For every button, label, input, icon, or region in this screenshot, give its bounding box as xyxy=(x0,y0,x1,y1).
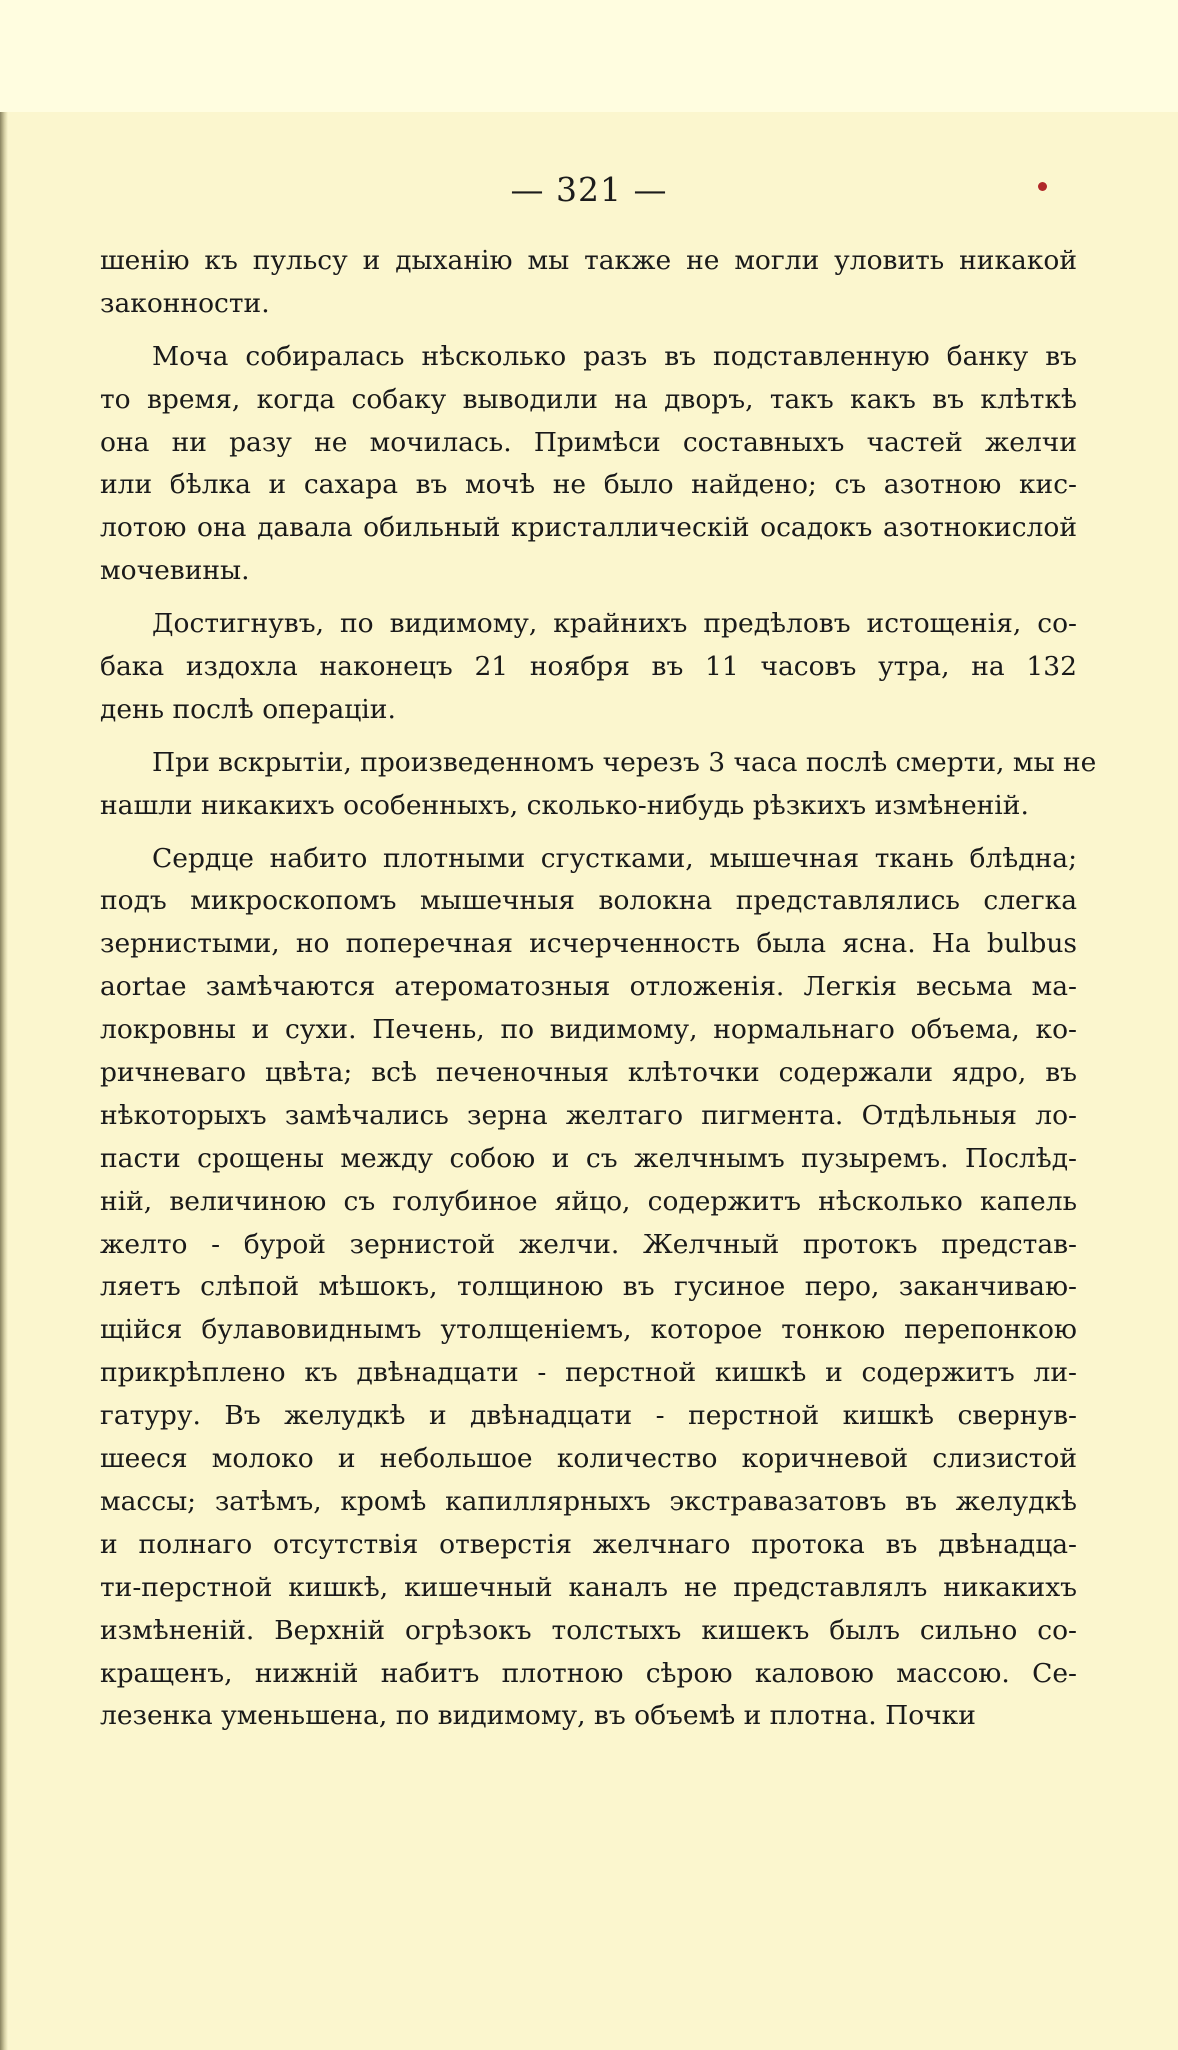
page-number: — 321 — xyxy=(510,170,668,209)
text-line: нашли никакихъ особенныхъ, сколько-нибудь рѣзкихъ измѣненій. xyxy=(100,789,1029,821)
text-line: подъ микроскопомъ мышечныя волокна представлялись слегка xyxy=(100,885,1077,917)
text-line: прикрѣплено къ двѣнадцати - перстной кишкѣ и содержитъ ли- xyxy=(100,1357,1077,1389)
text-line: нѣкоторыхъ замѣчались зерна желтаго пигмента. Отдѣльныя ло- xyxy=(100,1099,1077,1131)
text-line: Сердце набито плотными сгустками, мышечная ткань блѣдна; xyxy=(152,842,1077,874)
text-line: Моча собиралась нѣсколько разъ въ подставленную банку въ xyxy=(152,340,1077,372)
text-line: зернистыми, но поперечная исчерченность была ясна. На bulbus xyxy=(100,928,1077,960)
text-line: она ни разу не мочилась. Примѣси составныхъ частей желчи xyxy=(100,426,1077,458)
paragraph xyxy=(100,838,1077,1739)
text-line: ляетъ слѣпой мѣшокъ, толщиною въ гусиное перо, заканчиваю- xyxy=(100,1271,1077,1303)
text-line: кращенъ, нижній набитъ плотною сѣрою каловою массою. Се- xyxy=(100,1657,1077,1689)
text-line: лезенка уменьшена, по видимому, въ объемѣ и плотна. Почки xyxy=(100,1700,976,1732)
text-line: При вскрытіи, произведенномъ черезъ 3 часа послѣ смерти, мы не xyxy=(152,746,1097,778)
paragraph xyxy=(100,742,1097,828)
text-line: бака издохла наконецъ 21 ноября въ 11 часовъ утра, на 132 xyxy=(100,651,1077,683)
text-line: или бѣлка и сахара въ мочѣ не было найдено; съ азотною кис- xyxy=(100,469,1077,501)
text-line: лотою она давала обильный кристаллическій осадокъ азотнокислой xyxy=(100,512,1077,544)
paragraph xyxy=(100,240,1077,326)
text-line: ти-перстной кишкѣ, кишечный каналъ не представлялъ никакихъ xyxy=(100,1571,1077,1603)
text-line: желто - бурой зернистой желчи. Желчный протокъ представ- xyxy=(100,1228,1077,1260)
text-line: законности. xyxy=(100,287,270,319)
text-line: мочевины. xyxy=(100,555,250,587)
text-line: шенію къ пульсу и дыханію мы также не могли уловить никакой xyxy=(100,245,1077,276)
text-line: и полнаго отсутствія отверстія желчнаго протока въ двѣнадца- xyxy=(100,1528,1077,1560)
text-line: локровны и сухи. Печень, по видимому, нормальнаго объема, ко- xyxy=(100,1014,1077,1046)
text-line: шееся молоко и небольшое количество коричневой слизистой xyxy=(100,1443,1077,1475)
text-line: массы; затѣмъ, кромѣ капиллярныхъ экстравазатовъ въ желудкѣ xyxy=(100,1485,1077,1517)
text-line: ній, величиною съ голубиное яйцо, содержитъ нѣсколько капель xyxy=(100,1185,1077,1217)
paragraph xyxy=(100,603,1077,732)
text-line: гатуру. Въ желудкѣ и двѣнадцати - перстной кишкѣ свернув- xyxy=(100,1400,1077,1432)
text-line: день послѣ операціи. xyxy=(100,693,396,725)
page-binding-shadow xyxy=(0,112,8,2050)
text-line: Достигнувъ, по видимому, крайнихъ предѣловъ истощенія, со- xyxy=(152,608,1077,640)
scan-top-margin xyxy=(0,0,1178,112)
paragraph xyxy=(100,336,1077,593)
text-line: щійся булавовиднымъ утолщеніемъ, которое тонкою перепонкою xyxy=(100,1314,1077,1346)
text-line: ричневаго цвѣта; всѣ печеночныя клѣточки содержали ядро, въ xyxy=(100,1057,1077,1089)
ink-dot-mark xyxy=(1038,182,1047,191)
text-line: aortae замѣчаются атероматозныя отложенія. Легкія весьма ма- xyxy=(100,971,1077,1003)
page-body-text xyxy=(100,240,1097,1748)
text-line: то время, когда собаку выводили на дворъ, такъ какъ въ клѣткѣ xyxy=(100,383,1077,415)
text-line: пасти срощены между собою и съ желчнымъ пузыремъ. Послѣд- xyxy=(100,1142,1077,1174)
text-line: измѣненій. Верхній огрѣзокъ толстыхъ кишекъ былъ сильно со- xyxy=(100,1614,1077,1646)
